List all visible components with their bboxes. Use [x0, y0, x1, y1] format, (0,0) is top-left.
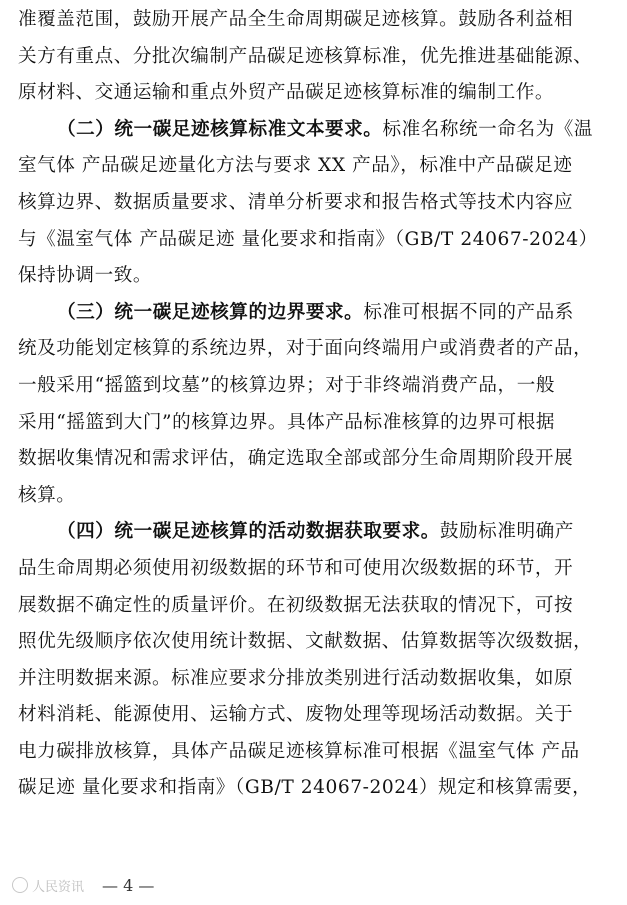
watermark-logo-icon	[12, 877, 28, 893]
watermark-text: 人民资讯	[32, 879, 85, 895]
text-line: 碳足迹 量化要求和指南》（GB/T 24067-2024）规定和核算需要，	[18, 777, 592, 799]
section-heading: （四）统一碳足迹核算的活动数据获取要求。	[57, 521, 440, 543]
document-page	[18, 2, 614, 807]
paragraph-activity-data-requirements	[18, 514, 614, 807]
section-heading: （二）统一碳足迹核算标准文本要求。	[57, 118, 383, 140]
text-line: 关方有重点、分批次编制产品碳足迹核算标准，优先推进基础能源、	[18, 45, 593, 67]
section-heading: （三）统一碳足迹核算的边界要求。	[57, 301, 364, 323]
text-line: （四）统一碳足迹核算的活动数据获取要求。鼓励标准明确产	[57, 521, 574, 543]
text-line: 核算边界、数据质量要求、清单分析要求和报告格式等技术内容应	[18, 191, 574, 213]
paragraph-text-requirements	[18, 112, 614, 295]
text-line: 采用“摇篮到大门”的核算边界。具体产品标准核算的边界可根据	[18, 411, 555, 433]
text-line: 统及功能划定核算的系统边界，对于面向终端用户或消费者的产品，	[18, 338, 593, 360]
text-line: 品生命周期必须使用初级数据的环节和可使用次级数据的环节，开	[18, 557, 574, 579]
text-line: 原材料、交通运输和重点外贸产品碳足迹核算标准的编制工作。	[18, 82, 555, 104]
text-line: （二）统一碳足迹核算标准文本要求。标准名称统一命名为《温	[57, 118, 594, 140]
text-line: （三）统一碳足迹核算的边界要求。标准可根据不同的产品系	[57, 301, 574, 323]
text-line: 准覆盖范围，鼓励开展产品全生命周期碳足迹核算。鼓励各利益相	[18, 9, 574, 30]
text-line: 展数据不确定性的质量评价。在初级数据无法获取的情况下，可按	[18, 594, 574, 616]
text-line: 并注明数据来源。标准应要求分排放类别进行活动数据收集，如原	[18, 667, 574, 689]
text-line: 电力碳排放核算，具体产品碳足迹核算标准可根据《温室气体 产品	[18, 740, 580, 762]
page-number: — 4 —	[102, 875, 155, 895]
text-line: 照优先级顺序依次使用统计数据、文献数据、估算数据等次级数据，	[18, 631, 593, 653]
text-line: 材料消耗、能源使用、运输方式、废物处理等现场活动数据。关于	[18, 704, 574, 726]
text-line: 与《温室气体 产品碳足迹 量化要求和指南》（GB/T 24067-2024）	[18, 228, 598, 250]
text-line: 室气体 产品碳足迹量化方法与要求 XX 产品》，标准中产品碳足迹	[18, 155, 573, 177]
text-line: 核算。	[18, 484, 76, 506]
paragraph-boundary-requirements	[18, 295, 614, 515]
text-line: 保持协调一致。	[18, 265, 153, 287]
page-footer	[12, 870, 154, 900]
text-line: 一般采用“摇篮到坟墓”的核算边界；对于非终端消费产品，一般	[18, 374, 555, 396]
text-line: 数据收集情况和需求评估，确定选取全部或部分生命周期阶段开展	[18, 448, 574, 470]
paragraph-scope	[18, 2, 614, 112]
